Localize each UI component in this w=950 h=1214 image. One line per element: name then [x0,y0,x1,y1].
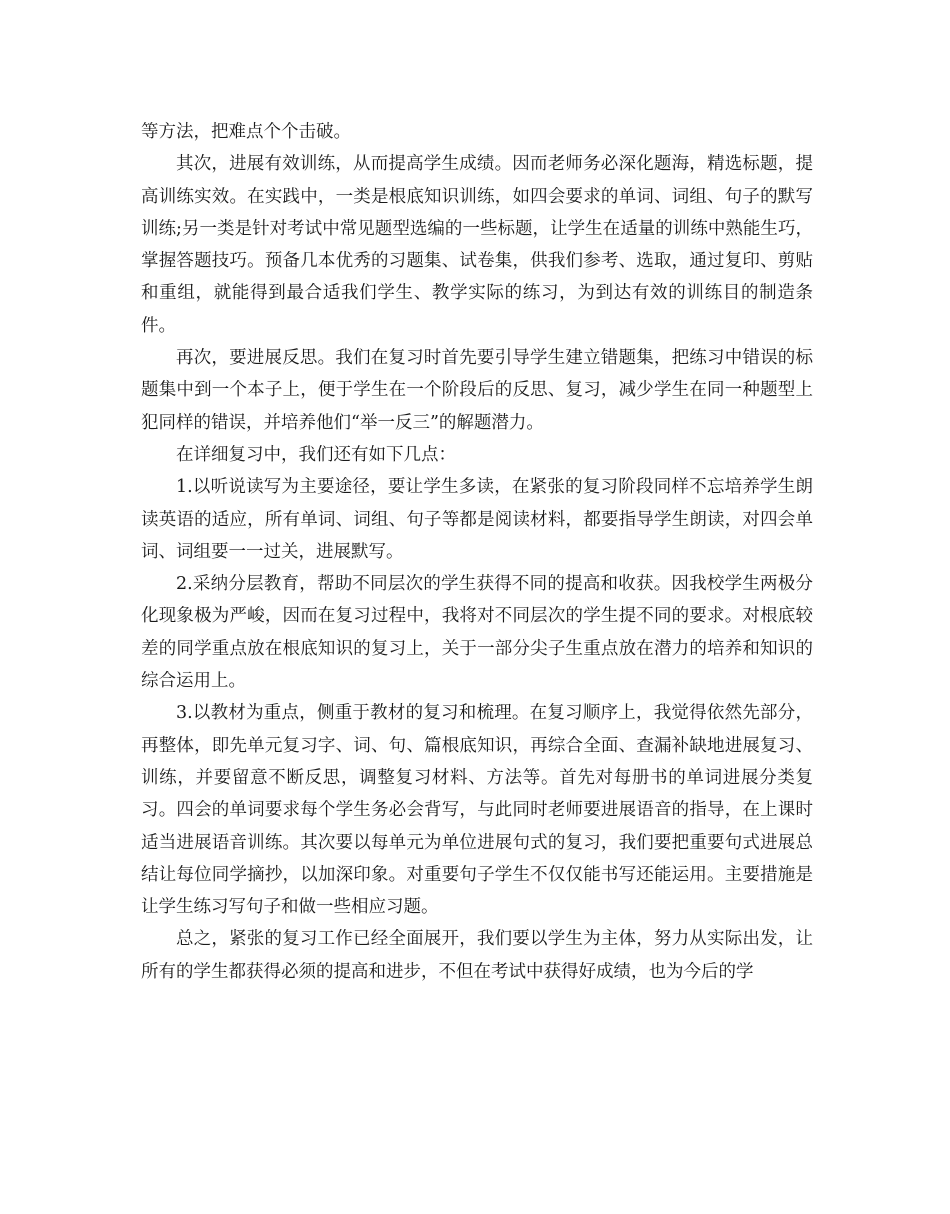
paragraph-8: 总之，紧张的复习工作已经全面展开，我们要以学生为主体，努力从实际出发，让所有的学生都获得必须的提高和进步，不但在考试中获得好成绩，也为今后的学 [141,929,813,982]
paragraph-3: 再次，要进展反思。我们在复习时首先要引导学生建立错题集，把练习中错误的标题集中到一个本子上，便于学生在一个阶段后的反思、复习，减少学生在同一种题型上犯同样的错误，并培养他们“举一反三”的解题潜力。 [141,348,813,433]
paragraph-6: 2.采纳分层教育，帮助不同层次的学生获得不同的提高和收获。因我校学生两极分化现象极为严峻，因而在复习过程中，我将对不同层次的学生提不同的要求。对根底较差的同学重点放在根底知识的复习上，关于一部分尖子生重点放在潜力的培养和知识的综合运用上。 [141,574,813,692]
paragraph-7: 3.以教材为重点，侧重于教材的复习和梳理。在复习顺序上，我觉得依然先部分，再整体，即先单元复习字、词、句、篇根底知识，再综合全面、查漏补缺地进展复习、训练，并要留意不断反思，调整复习材料、方法等。首先对每册书的单词进展分类复习。四会的单词要求每个学生务必会背写，与此同时老师要进展语音的指导，在上课时适当进展语音训练。其次要以每单元为单位进展句式的复习，我们要把重要句式进展总结让每位同学摘抄，以加深印象。对重要句子学生不仅仅能书写还能运用。主要措施是让学生练习写句子和做一些相应习题。 [141,703,813,918]
paragraph-5: 1.以听说读写为主要途径，要让学生多读，在紧张的复习阶段同样不忘培养学生朗读英语的适应，所有单词、词组、句子等都是阅读材料，都要指导学生朗读，对四会单词、词组要一一过关，进展默写。 [141,477,813,562]
paragraph-2: 其次，进展有效训练，从而提高学生成绩。因而老师务必深化题海，精选标题，提高训练实效。在实践中，一类是根底知识训练，如四会要求的单词、词组、句子的默写训练;另一类是针对考试中常见题型选编的一些标题，让学生在适量的训练中熟能生巧，掌握答题技巧。预备几本优秀的习题集、试卷集，供我们参考、选取，通过复印、剪贴和重组，就能得到最合适我们学生、教学实际的练习，为到达有效的训练目的制造条件。 [141,154,813,336]
document-body [141,116,813,988]
paragraph-4: 在详细复习中，我们还有如下几点： [176,444,456,465]
paragraph-1: 等方法，把难点个个击破。 [141,122,351,142]
